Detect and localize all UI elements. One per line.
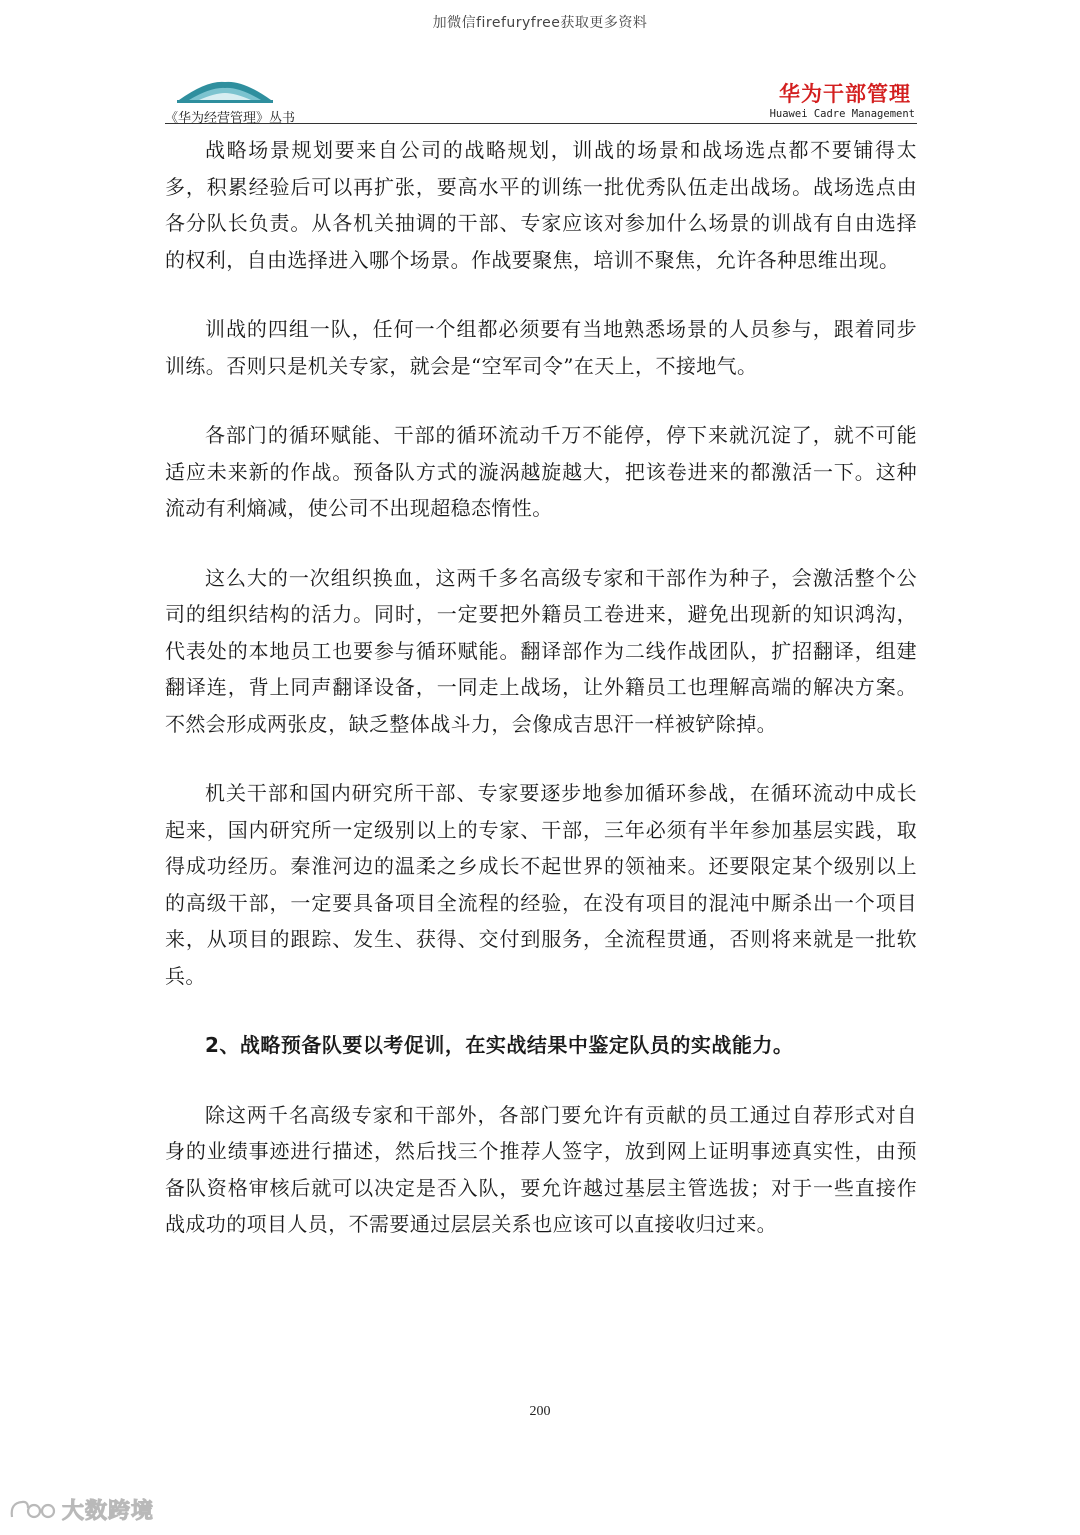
paragraph-spacer xyxy=(165,1064,917,1097)
page-header xyxy=(165,72,917,124)
body-paragraph: 训战的四组一队，任何一个组都必须要有当地熟悉场景的人员参与，跟着同步训练。否则只是机关专家，就会是“空军司令”在天上，不接地气。 xyxy=(165,317,917,378)
body-paragraph: 除这两千名高级专家和干部外，各部门要允许有贡献的员工通过自荐形式对自身的业绩事迹进行描述，然后找三个推荐人签字，放到网上证明事迹真实性，由预备队资格审核后就可以决定是否入队，要允许越过基层主管选拔；对于一些直接作战成功的项目人员，不需要通过层层关系也应该可以直接收归过来。 xyxy=(165,1102,917,1236)
body-paragraph: 各部门的循环赋能、干部的循环流动千万不能停，停下来就沉淀了，就不可能适应未来新的作战。预备队方式的漩涡越旋越大，把该卷进来的都激活一下。这种流动有利熵减，使公司不出现超稳态惰性。 xyxy=(165,423,917,520)
watermark-text: 大数跨境 xyxy=(62,1499,155,1524)
body-paragraph: 战略场景规划要来自公司的战略规划，训战的场景和战场选点都不要铺得太多，积累经验后可以再扩张，要高水平的训练一批优秀队伍走出战场。战场选点由各分队长负责。从各机关抽调的干部、专家应该对参加什么场景的训战有自由选择的权利，自由选择进入哪个场景。作战要聚焦，培训不聚焦，允许各种思维出现。 xyxy=(165,138,917,272)
paragraph-spacer xyxy=(165,994,917,1027)
series-label: 《华为经营管理》丛书 xyxy=(165,111,296,126)
paragraph-spacer xyxy=(165,384,917,417)
book-subtitle: Huawei Cadre Management xyxy=(769,108,915,120)
book-series-logo-icon xyxy=(177,78,273,106)
page-body xyxy=(165,132,917,1243)
book-title: 华为干部管理 xyxy=(779,82,911,106)
section-heading: 2、战略预备队要以考促训，在实战结果中鉴定队员的实战能力。 xyxy=(205,1033,794,1057)
watermark-logo-icon xyxy=(8,1497,56,1523)
header-divider xyxy=(165,123,917,124)
body-paragraph: 这么大的一次组织换血，这两千多名高级专家和干部作为种子，会激活整个公司的组织结构的活力。同时，一定要把外籍员工卷进来，避免出现新的知识鸿沟，代表处的本地员工也要参与循环赋能。翻译部作为二线作战团队，扩招翻译，组建翻译连，背上同声翻译设备，一同走上战场，让外籍员工也理解高端的解决方案。不然会形成两张皮，缺乏整体战斗力，会像成吉思汗一样被铲除掉。 xyxy=(165,565,917,736)
page-number: 200 xyxy=(529,1404,551,1419)
paragraph-spacer xyxy=(165,742,917,775)
body-paragraph: 机关干部和国内研究所干部、专家要逐步地参加循环参战，在循环流动中成长起来，国内研究所一定级别以上的专家、干部，三年必须有半年参加基层实践，取得成功经历。秦淮河边的温柔之乡成长不起世界的领袖来。还要限定某个级别以上的高级干部，一定要具备项目全流程的经验，在没有项目的混沌中厮杀出一个项目来，从项目的跟踪、发生、获得、交付到服务，全流程贯通，否则将来就是一批软兵。 xyxy=(165,781,917,988)
paragraph-spacer xyxy=(165,527,917,560)
watermark xyxy=(8,1494,154,1525)
paragraph-spacer xyxy=(165,278,917,311)
top-note: 加微信firefuryfree获取更多资料 xyxy=(432,15,648,31)
